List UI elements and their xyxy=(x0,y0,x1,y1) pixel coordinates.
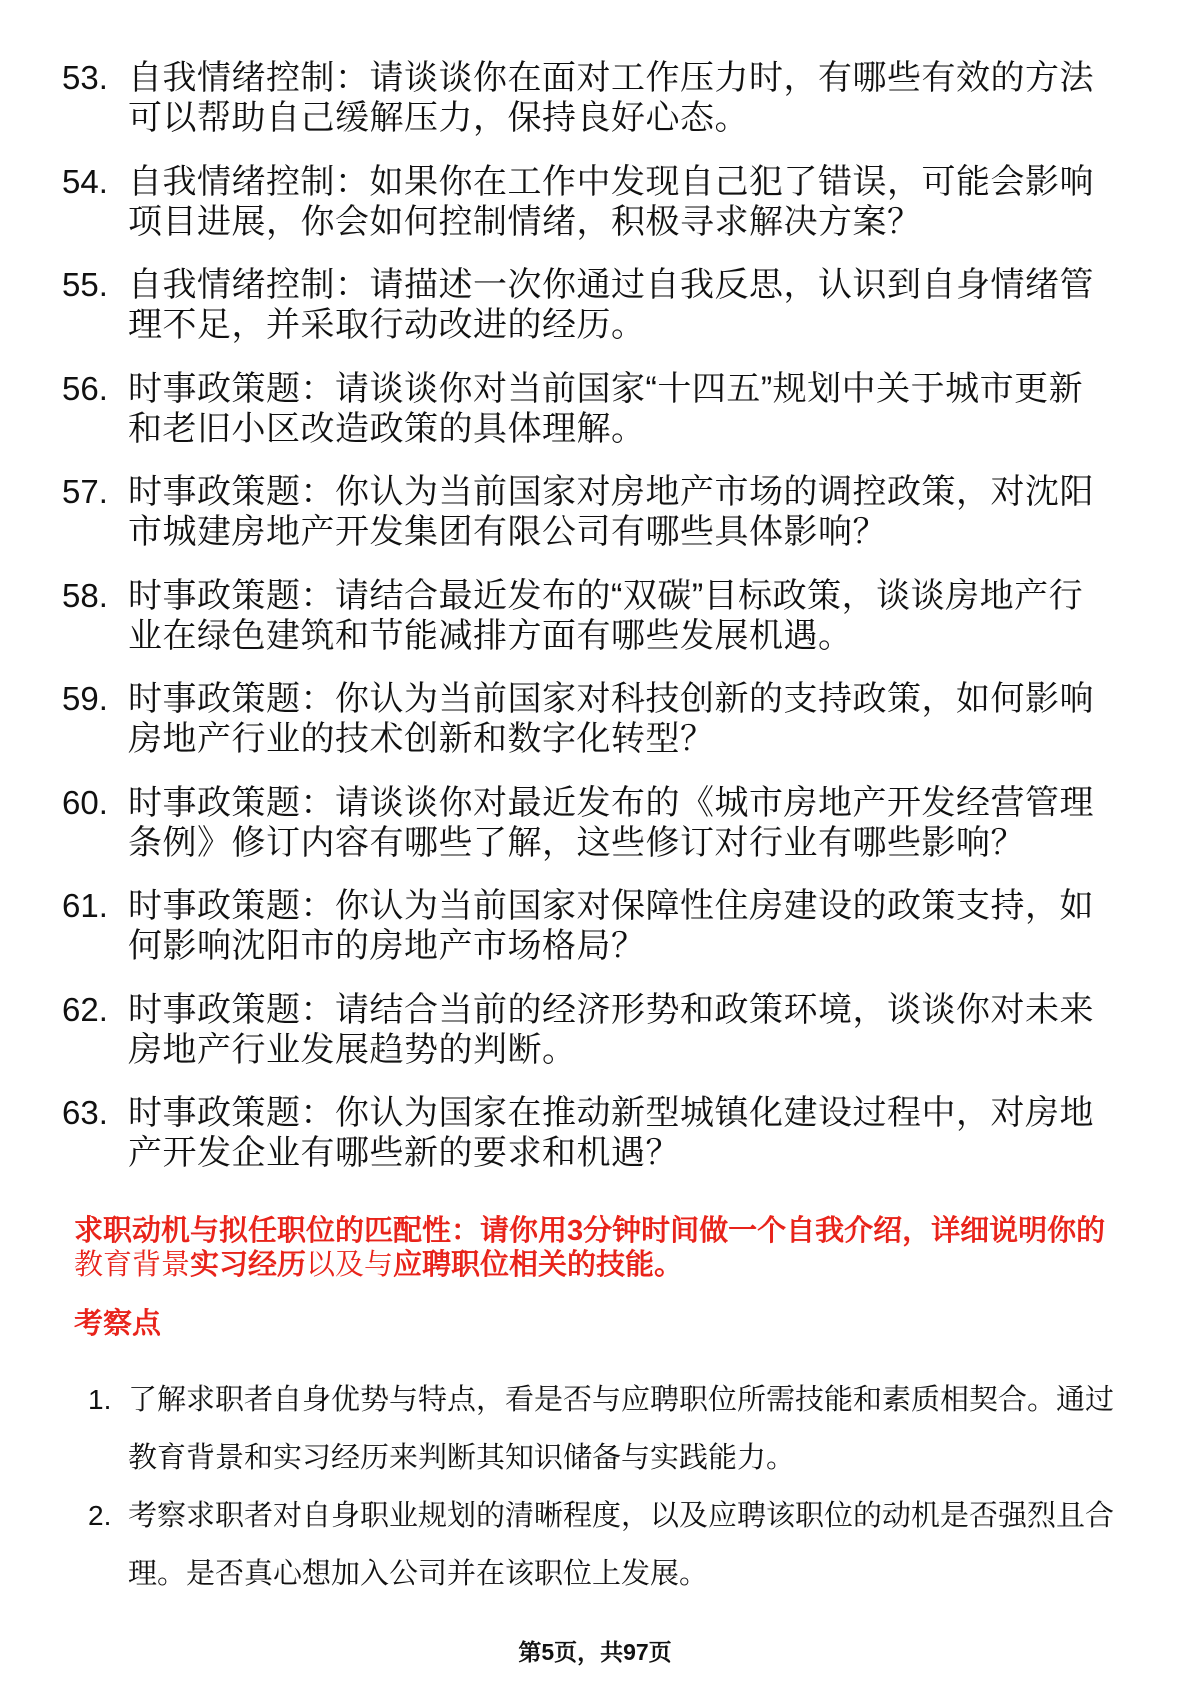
question-number: 62. xyxy=(62,990,108,1028)
question-text xyxy=(128,265,1168,345)
question-text xyxy=(128,1093,1168,1173)
question-line: 时事政策题：你认为当前国家对科技创新的支持政策，如何影响 xyxy=(128,680,1094,718)
question-line: 时事政策题：你认为国家在推动新型城镇化建设过程中，对房地 xyxy=(128,1094,1094,1132)
question-line: 市城建房地产开发集团有限公司有哪些具体影响？ xyxy=(128,513,887,551)
highlight-part: 实习经历 xyxy=(190,1249,307,1281)
question-line: 何影响沈阳市的房地产市场格局？ xyxy=(128,927,646,965)
question-line: 自我情绪控制：请谈谈你在面对工作压力时，有哪些有效的方法 xyxy=(128,59,1094,97)
question-item xyxy=(0,162,1190,242)
question-text xyxy=(128,472,1168,552)
question-text xyxy=(128,58,1168,138)
question-line: 可以帮助自己缓解压力，保持良好心态。 xyxy=(128,99,749,137)
question-item xyxy=(0,576,1190,656)
question-number: 53. xyxy=(62,59,108,96)
point-line: 理。是否真心想加入公司并在该职位上发展。 xyxy=(128,1558,709,1590)
question-line: 项目进展，你会如何控制情绪，积极寻求解决方案？ xyxy=(128,202,922,241)
question-line: 自我情绪控制：如果你在工作中发现自己犯了错误，可能会影响 xyxy=(128,162,1094,201)
question-line: 业在绿色建筑和节能减排方面有哪些发展机遇。 xyxy=(128,616,853,655)
question-number: 60. xyxy=(62,783,108,821)
highlight-part: 教育背景 xyxy=(74,1249,191,1281)
question-text xyxy=(128,679,1168,759)
point-number: 2. xyxy=(88,1500,112,1531)
question-line: 自我情绪控制：请描述一次你通过自我反思，认识到自身情绪管 xyxy=(128,266,1094,304)
question-line: 产开发企业有哪些新的要求和机遇？ xyxy=(128,1134,680,1172)
question-item xyxy=(0,783,1190,863)
highlight-part: 应聘职位相关的技能。 xyxy=(393,1249,684,1281)
point-item xyxy=(0,1487,1190,1603)
point-number: 1. xyxy=(88,1384,112,1415)
question-line: 时事政策题：请结合当前的经济形势和政策环境，谈谈你对未来 xyxy=(128,990,1094,1029)
question-number: 59. xyxy=(62,680,108,717)
question-item xyxy=(0,58,1190,138)
question-line: 时事政策题：请结合最近发布的“双碳”目标政策，谈谈房地产行 xyxy=(128,576,1084,615)
question-text xyxy=(128,162,1168,242)
question-number: 58. xyxy=(62,576,108,614)
question-item xyxy=(0,472,1190,552)
question-item xyxy=(0,990,1190,1070)
point-text xyxy=(128,1371,1178,1487)
question-item xyxy=(0,369,1190,449)
question-line: 时事政策题：请谈谈你对最近发布的《城市房地产开发经营管理 xyxy=(128,783,1094,822)
section-title: 考察点 xyxy=(74,1308,162,1340)
question-line: 时事政策题：你认为当前国家对房地产市场的调控政策，对沈阳 xyxy=(128,473,1094,511)
question-item xyxy=(0,679,1190,759)
question-number: 57. xyxy=(62,473,108,510)
question-text xyxy=(128,576,1168,656)
question-line: 和老旧小区改造政策的具体理解。 xyxy=(128,409,646,448)
point-item xyxy=(0,1371,1190,1487)
question-line: 房地产行业发展趋势的判断。 xyxy=(128,1030,577,1069)
highlight-question xyxy=(74,1214,1174,1282)
question-number: 61. xyxy=(62,887,108,924)
question-line: 理不足，并采取行动改进的经历。 xyxy=(128,306,646,344)
highlight-line: 求职动机与拟任职位的匹配性：请你用3分钟时间做一个自我介绍，详细说明你的 xyxy=(74,1215,1106,1247)
point-line: 考察求职者对自身职业规划的清晰程度，以及应聘该职位的动机是否强烈且合 xyxy=(128,1500,1115,1532)
page-footer: 第5页，共97页 xyxy=(518,1639,672,1665)
question-number: 54. xyxy=(62,162,108,200)
question-text xyxy=(128,886,1168,966)
question-item xyxy=(0,886,1190,966)
question-line: 时事政策题：请谈谈你对当前国家“十四五”规划中关于城市更新 xyxy=(128,369,1084,408)
question-number: 63. xyxy=(62,1094,108,1131)
point-line: 教育背景和实习经历来判断其知识储备与实践能力。 xyxy=(128,1442,796,1474)
question-item xyxy=(0,1093,1190,1173)
highlight-line xyxy=(74,1248,1174,1282)
question-line: 房地产行业的技术创新和数字化转型？ xyxy=(128,720,715,758)
question-text xyxy=(128,783,1168,863)
point-text xyxy=(128,1487,1178,1603)
question-line: 时事政策题：你认为当前国家对保障性住房建设的政策支持，如 xyxy=(128,887,1094,925)
question-line: 条例》修订内容有哪些了解，这些修订对行业有哪些影响？ xyxy=(128,823,1025,862)
question-text xyxy=(128,369,1168,449)
question-number: 56. xyxy=(62,369,108,407)
highlight-part: 以及与 xyxy=(306,1249,394,1281)
question-item xyxy=(0,265,1190,345)
point-line: 了解求职者自身优势与特点，看是否与应聘职位所需技能和素质相契合。通过 xyxy=(128,1384,1115,1416)
question-number: 55. xyxy=(62,266,108,303)
question-text xyxy=(128,990,1168,1070)
